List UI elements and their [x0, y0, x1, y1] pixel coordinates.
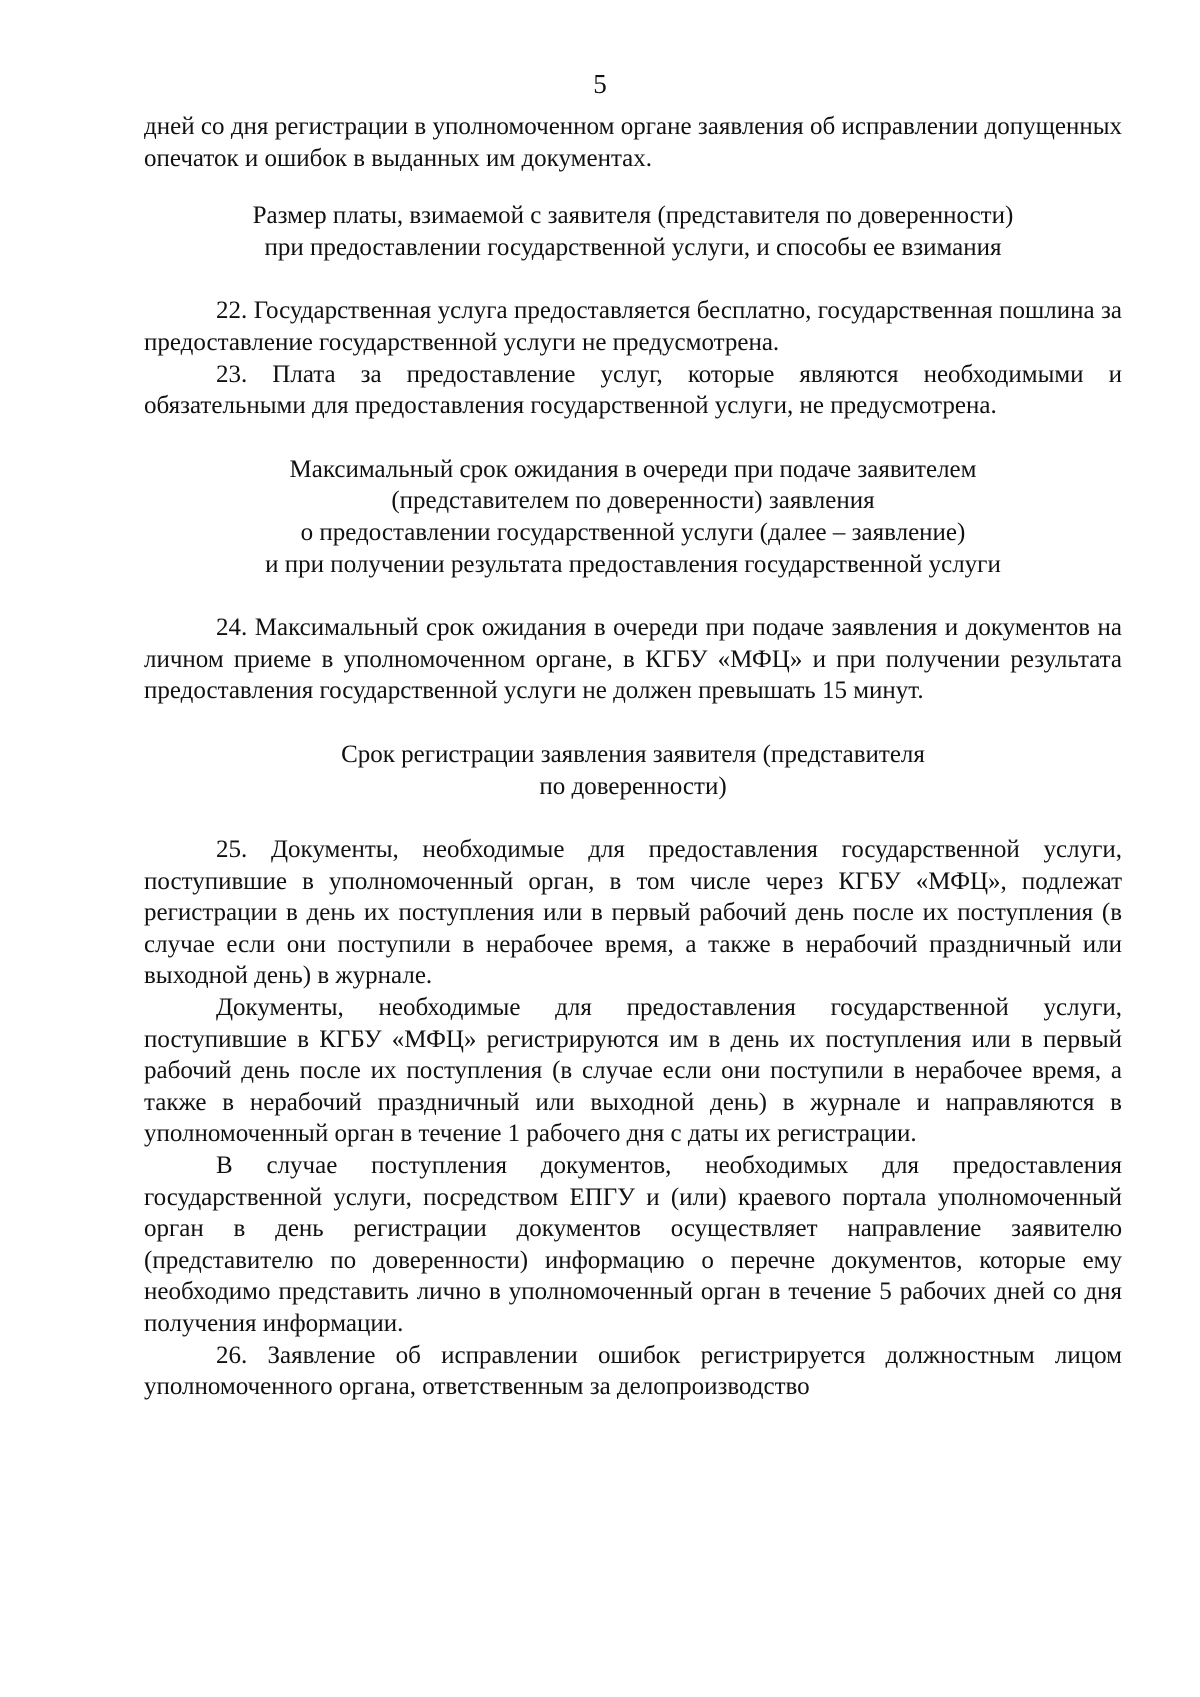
spacer — [144, 174, 1122, 200]
paragraph-23: 23. Плата за предоставление услуг, которые являются необходимыми и обязательными для предоставления государственной услуги, не предусмотрена. — [144, 360, 1122, 420]
paragraph-26: 26. Заявление об исправлении ошибок регистрируется должностным лицом уполномоченного органа, ответственным за делопроизводство — [144, 1341, 1122, 1401]
section-heading-queue-line-1: Максимальный срок ожидания в очереди при подаче заявителем — [289, 455, 977, 483]
paragraph-continuation: дней со дня регистрации в уполномоченном органе заявления об исправлении допущенных опечаток и ошибок в выданных им документах. — [144, 113, 1122, 172]
spacer — [144, 802, 1122, 834]
section-heading-registration-line-1: Срок регистрации заявления заявителя (представителя — [341, 740, 925, 768]
paragraph-24: 24. Максимальный срок ожидания в очереди при подаче заявления и документов на личном приеме в уполномоченном органе, в КГБУ «МФЦ» и при получении результата предоставления государственной услуги не должен превышать 15 минут. — [144, 614, 1122, 705]
spacer — [144, 422, 1122, 454]
section-heading-queue-line-2: (представителем по доверенности) заявления — [391, 487, 875, 515]
paragraph-22: 22. Государственная услуга предоставляется бесплатно, государственная пошлина за предоставление государственной услуги не предусмотрена. — [144, 297, 1122, 356]
spacer — [144, 580, 1122, 612]
section-heading-queue-line-3: о предоставлении государственной услуги (далее – заявление) — [300, 518, 966, 546]
section-heading-fee-line-1: Размер платы, взимаемой с заявителя (представителя по доверенности) — [252, 202, 1014, 230]
document-body — [144, 111, 1122, 1403]
section-heading-fee-line-2: при предоставлении государственной услуги, и способы ее взимания — [264, 233, 1002, 261]
spacer — [144, 263, 1122, 295]
paragraph-25-second: Документы, необходимые для предоставления государственной услуги, поступившие в КГБУ «МФЦ» регистрируются им в день их поступления или в первый рабочий день после их поступления (в случае если они поступили в нерабочее время, а также в нерабочий праздничный или выходной день) в журнале и направляются в уполномоченный орган в течение 1 рабочего дня с даты их регистрации. — [144, 994, 1122, 1148]
section-heading-registration-line-2: по доверенности) — [539, 772, 727, 800]
spacer — [144, 707, 1122, 739]
page-number: 5 — [593, 69, 607, 99]
section-heading-queue-line-4: и при получении результата предоставления государственной услуги — [265, 550, 1001, 578]
paragraph-25: 25. Документы, необходимые для предоставления государственной услуги, поступившие в уполномоченный орган, в том числе через КГБУ «МФЦ», подлежат регистрации в день их поступления или в первый рабочий день после их поступления (в случае если они поступили в нерабочее время, а также в нерабочий праздничный или выходной день) в журнале. — [144, 836, 1122, 990]
paragraph-25-third: В случае поступления документов, необходимых для предоставления государственной услуги, посредством ЕПГУ и (или) краевого портала уполномоченный орган в день регистрации документов осуществляет направление заявителю (представителю по доверенности) информацию о перечне документов, которые ему необходимо представить лично в уполномоченный орган в течение 5 рабочих дней со дня получения информации. — [144, 1152, 1122, 1337]
